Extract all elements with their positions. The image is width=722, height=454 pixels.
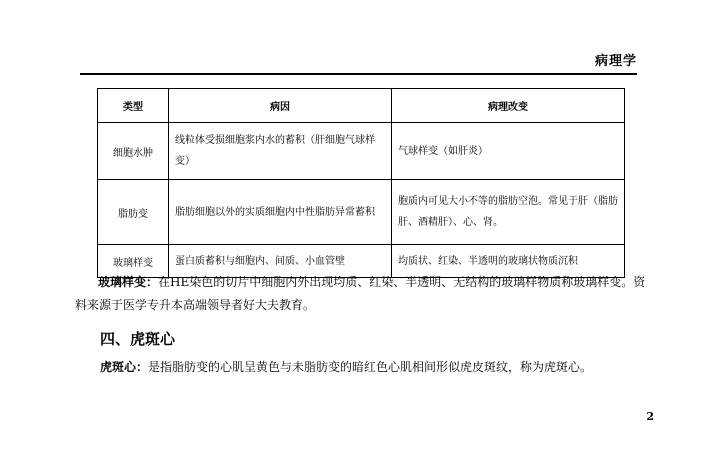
table-cell-cause: 线粒体受损细胞浆内水的蓄积（肝细胞气球样变） — [169, 123, 392, 180]
section-heading: 四、虎斑心 — [100, 330, 176, 348]
table-cell-change: 胞质内可见大小不等的脂肪空泡。常见于肝（脂肪肝、酒精肝）、心、肾。 — [392, 180, 625, 245]
paragraph-tiger-heart — [100, 356, 660, 379]
column-header-cause: 病因 — [169, 89, 392, 123]
paragraph-hyaline-change — [75, 271, 655, 317]
column-header-type: 类型 — [98, 89, 169, 123]
page-number: 2 — [646, 410, 654, 423]
paragraph-tiger-heart-text: 是指脂肪变的心肌呈黄色与未脂肪变的暗红色心肌相间形似虎皮斑纹，称为虎斑心。 — [148, 360, 593, 374]
term-hyaline-change: 玻璃样变： — [98, 275, 159, 289]
pathology-table — [97, 88, 625, 278]
table-cell-cause: 脂肪细胞以外的实质细胞内中性脂肪异常蓄积 — [169, 180, 392, 245]
table-cell-type: 玻璃样变 — [98, 245, 169, 278]
table-cell-type: 脂肪变 — [98, 180, 169, 245]
header-title: 病理学 — [594, 54, 637, 69]
table-row — [98, 180, 625, 245]
term-tiger-heart: 虎斑心： — [100, 360, 149, 374]
table-cell-cause: 蛋白质蓄积与细胞内、间质、小血管壁 — [169, 245, 392, 278]
table-cell-type: 细胞水肿 — [98, 123, 169, 180]
column-header-change: 病理改变 — [392, 89, 625, 123]
table-row — [98, 123, 625, 180]
paragraph-hyaline-text: 在HE染色的切片中细胞内外出现均质、红染、半透明、无结构的玻璃样物质称玻璃样变。资料来源于医学专升本高端领导者好大夫教育。 — [75, 275, 646, 312]
table-cell-change: 气球样变（如肝炎） — [392, 123, 625, 180]
table-header-row — [98, 89, 625, 123]
header-rule — [80, 73, 637, 75]
table-cell-change: 均质状、红染、半透明的玻璃状物质沉积 — [392, 245, 625, 278]
